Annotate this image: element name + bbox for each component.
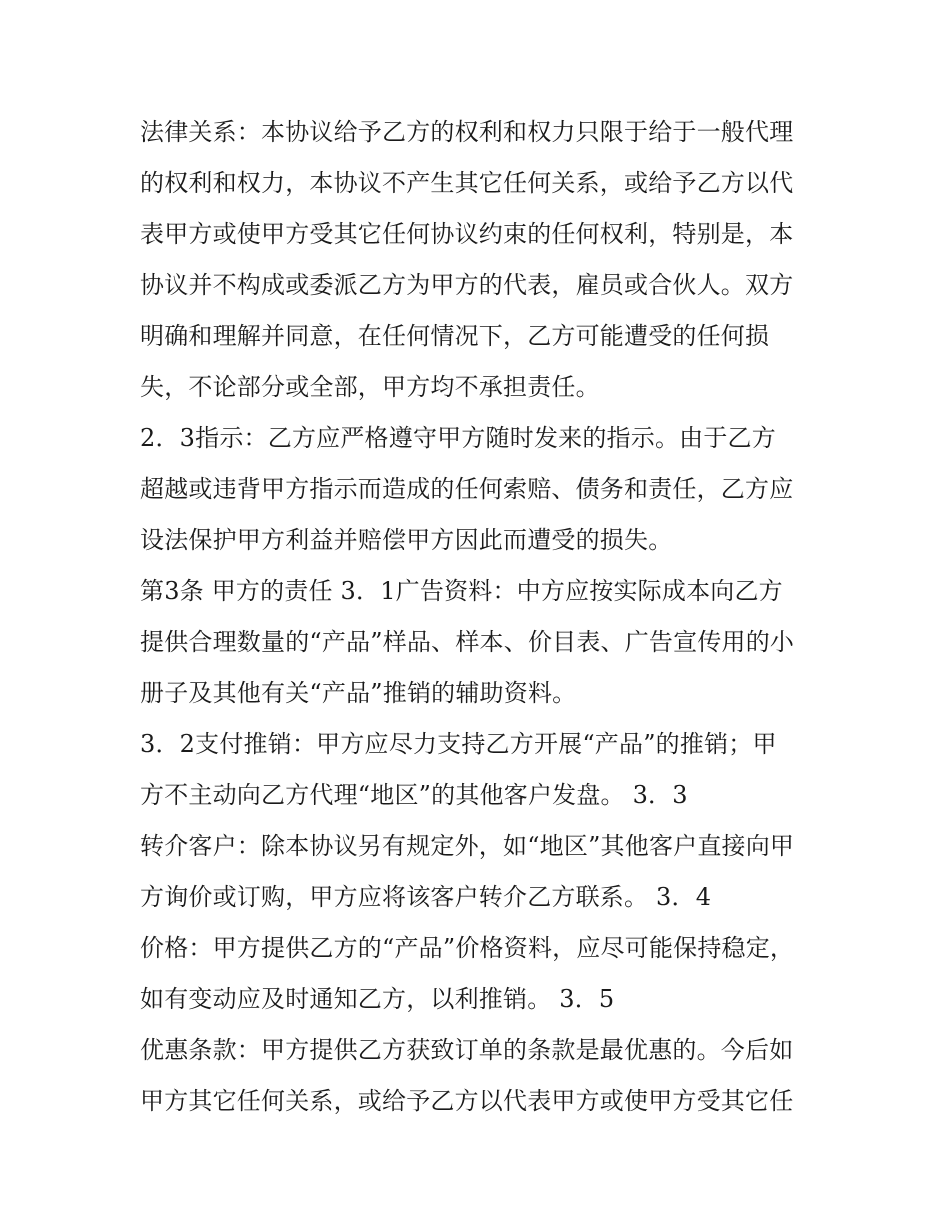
text-line: 法律关系：本协议给予乙方的权利和权力只限于给于一般代理 [140,118,794,146]
document-body [140,107,830,1127]
text-line: 方询价或订购，甲方应将该客户转介乙方联系。 3．4 [140,883,712,911]
text-line: 册子及其他有关“产品”推销的辅助资料。 [140,679,577,707]
text-line: 转介客户：除本协议另有规定外，如“地区”其他客户直接向甲 [140,832,795,860]
text-line: 2．3指示：乙方应严格遵守甲方随时发来的指示。由于乙方 [140,424,776,452]
text-line: 第3条 甲方的责任 3．1广告资料：中方应按实际成本向乙方 [140,577,783,605]
text-line: 优惠条款：甲方提供乙方获致订单的条款是最优惠的。今后如 [140,1036,794,1064]
text-line: 的权利和权力，本协议不产生其它任何关系，或给予乙方以代 [140,169,794,197]
text-line: 方不主动向乙方代理“地区”的其他客户发盘。 3．3 [140,781,688,809]
text-line: 如有变动应及时通知乙方，以利推销。 3．5 [140,985,615,1013]
text-line: 3．2支付推销：甲方应尽力支持乙方开展“产品”的推销；甲 [140,730,777,758]
text-line: 设法保护甲方利益并赔偿甲方因此而遭受的损失。 [140,526,673,554]
text-line: 协议并不构成或委派乙方为甲方的代表，雇员或合伙人。双方 [140,271,794,299]
text-line: 表甲方或使甲方受其它任何协议约束的任何权利，特别是，本 [140,220,794,248]
text-line: 价格：甲方提供乙方的“产品”价格资料，应尽可能保持稳定， [140,934,795,962]
text-line: 超越或违背甲方指示而造成的任何索赔、债务和责任，乙方应 [140,475,794,503]
text-line: 提供合理数量的“产品”样品、样本、价目表、广告宣传用的小 [140,628,795,656]
text-line: 明确和理解并同意，在任何情况下，乙方可能遭受的任何损 [140,322,770,350]
text-line: 甲方其它任何关系，或给予乙方以代表甲方或使甲方受其它任 [140,1087,794,1115]
text-line: 失，不论部分或全部，甲方均不承担责任。 [140,373,600,401]
